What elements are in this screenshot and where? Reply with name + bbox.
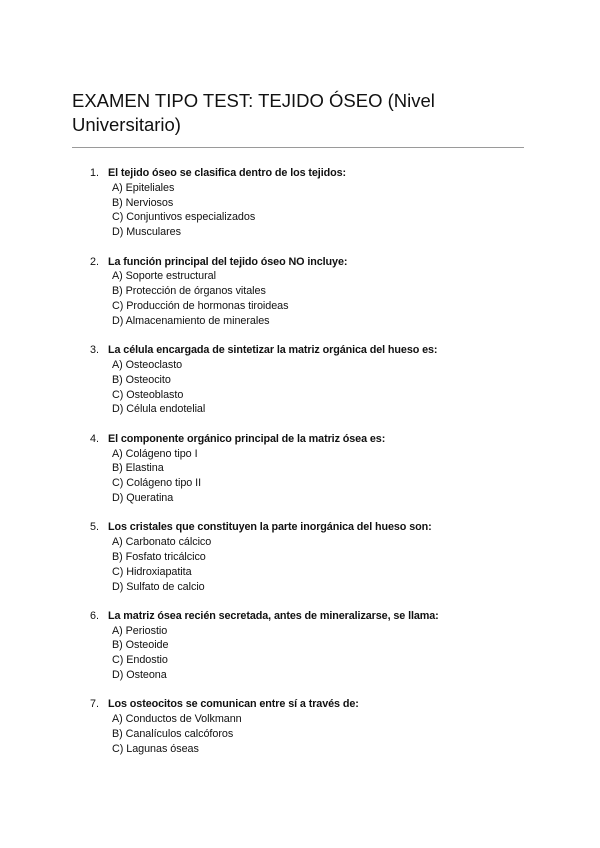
answer-option: A) Conductos de Volkmann	[112, 713, 242, 726]
question-number: 7.	[90, 698, 100, 711]
answer-option: B) Osteoide	[112, 639, 169, 652]
question-number: 3.	[90, 344, 100, 357]
question-item	[90, 697, 530, 756]
answer-option: A) Epiteliales	[112, 181, 175, 194]
answer-option: C) Colágeno tipo II	[112, 477, 202, 490]
answer-option: A) Soporte estructural	[112, 270, 216, 283]
answer-option: B) Osteocito	[112, 373, 171, 386]
question-item	[90, 432, 530, 506]
answer-options	[112, 269, 530, 328]
answer-option: D) Osteona	[112, 669, 167, 682]
answer-option: D) Sulfato de calcio	[112, 580, 205, 593]
horizontal-divider	[72, 147, 524, 148]
answer-option: B) Protección de órganos vitales	[112, 285, 266, 298]
answer-options	[112, 712, 530, 756]
answer-option: C) Producción de hormonas tiroideas	[112, 299, 289, 312]
answer-options	[112, 624, 530, 683]
question-item	[90, 609, 530, 683]
answer-option: C) Hidroxiapatita	[112, 565, 192, 578]
title-line-1: EXAMEN TIPO TEST: TEJIDO ÓSEO (Nivel	[72, 90, 435, 111]
question-item	[90, 520, 530, 594]
question-number: 1.	[90, 167, 100, 179]
answer-option: A) Periostio	[112, 624, 168, 637]
answer-option: C) Lagunas óseas	[112, 742, 199, 755]
answer-option: B) Fosfato tricálcico	[112, 550, 206, 563]
question-number: 2.	[90, 255, 100, 268]
question-list	[90, 166, 530, 771]
answer-option: C) Conjuntivos especializados	[112, 211, 256, 224]
document-title	[72, 89, 512, 137]
question-number: 5.	[90, 521, 100, 534]
question-text: El tejido óseo se clasifica dentro de los tejidos:	[108, 167, 346, 179]
answer-option: B) Nerviosos	[112, 196, 174, 209]
question-number: 4.	[90, 432, 100, 445]
answer-option: B) Canalículos calcóforos	[112, 728, 234, 741]
title-line-2: Universitario)	[72, 114, 181, 135]
question-text: Los osteocitos se comunican entre sí a través de:	[108, 698, 359, 711]
question-item	[90, 166, 530, 240]
question-text: La matriz ósea recién secretada, antes de mineralizarse, se llama:	[108, 609, 439, 622]
answer-option: B) Elastina	[112, 462, 164, 475]
answer-options	[112, 447, 530, 506]
question-text: El componente orgánico principal de la matriz ósea es:	[108, 432, 386, 445]
question-text: La célula encargada de sintetizar la matriz orgánica del hueso es:	[108, 344, 438, 357]
answer-option: C) Osteoblasto	[112, 388, 184, 401]
question-text: Los cristales que constituyen la parte inorgánica del hueso son:	[108, 521, 432, 534]
answer-option: A) Carbonato cálcico	[112, 536, 212, 549]
answer-option: A) Osteoclasto	[112, 358, 183, 371]
answer-option: A) Colágeno tipo I	[112, 447, 198, 460]
answer-option: D) Queratina	[112, 491, 174, 504]
answer-option: D) Almacenamiento de minerales	[112, 314, 270, 327]
answer-options	[112, 535, 530, 594]
answer-option: D) Musculares	[112, 226, 181, 239]
question-item	[90, 255, 530, 329]
answer-options	[112, 181, 530, 240]
answer-options	[112, 358, 530, 417]
question-number: 6.	[90, 609, 100, 622]
question-text: La función principal del tejido óseo NO incluye:	[108, 255, 348, 268]
question-item	[90, 343, 530, 417]
answer-option: D) Célula endotelial	[112, 403, 206, 416]
answer-option: C) Endostio	[112, 654, 168, 667]
